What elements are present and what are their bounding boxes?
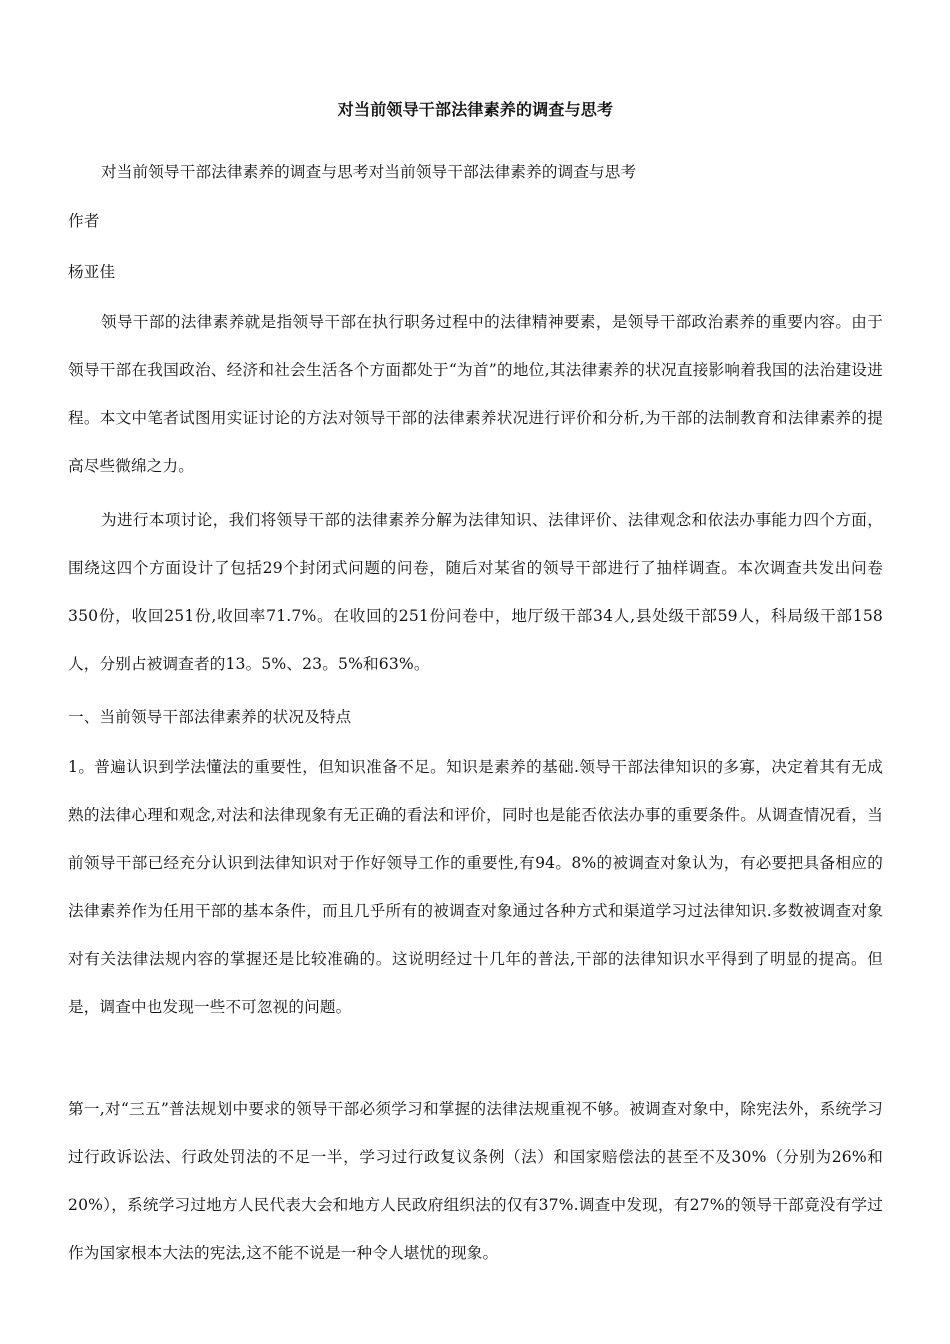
document-title: 对当前领导干部法律素养的调查与思考 — [337, 100, 614, 119]
survey-paragraph: 为进行本项讨论，我们将领导干部的法律素养分解为法律知识、法律评价、法律观念和依法办事能力四个方面，围绕这四个方面设计了包括29个封闭式问题的问卷，随后对某省的领导干部进行了抽样调查。本次调查共发出问卷350份，收回251份,收回率71.7%。在收回的251份问卷中，地厅级干部34人,县处级干部59人，科局级干部158人，分别占被调查者的13。5%、23。5%和63%。 — [68, 511, 883, 673]
finding-item-first: 第一,对“三五”普法规划中要求的领导干部必须学习和掌握的法律法规重视不够。被调查对象中，除宪法外，系统学习过行政诉讼法、行政处罚法的不足一半，学习过行政复议条例（法）和国家赔偿法的甚至不及30%（分别为26%和20%），系统学习过地方人民代表大会和地方人民政府组织法的仅有37%.调查中发现，有27%的领导干部竟没有学过作为国家根本大法的宪法,这不能不说是一种令人堪忧的现象。 — [68, 1100, 883, 1262]
author-name: 杨亚佳 — [68, 263, 116, 281]
finding-item-1: 1。普遍认识到学法懂法的重要性，但知识准备不足。知识是素养的基础.领导干部法律知识的多寡，决定着其有无成熟的法律心理和观念,对法和法律现象有无正确的看法和评价，同时也是能否依法办事的重要条件。从调查情况看，当前领导干部已经充分认识到法律知识对于作好领导工作的重要性,有94。8%的被调查对象认为，有必要把具备相应的法律素养作为任用干部的基本条件，而且几乎所有的被调查对象通过各种方式和渠道学习过法律知识.多数被调查对象对有关法律法规内容的掌握还是比较准确的。这说明经过十几年的普法,干部的法律知识水平得到了明显的提高。但是，调查中也发现一些不可忽视的问题。 — [68, 758, 883, 1016]
section-heading: 一、当前领导干部法律素养的状况及特点 — [68, 708, 352, 726]
document-subtitle: 对当前领导干部法律素养的调查与思考对当前领导干部法律素养的调查与思考 — [101, 163, 637, 181]
intro-paragraph: 领导干部的法律素养就是指领导干部在执行职务过程中的法律精神要素，是领导干部政治素养的重要内容。由于领导干部在我国政治、经济和社会生活各个方面都处于“为首”的地位,其法律素养的状况直接影响着我国的法治建设进程。本文中笔者试图用实证讨论的方法对领导干部的法律素养状况进行评价和分析,为干部的法制教育和法律素养的提高尽些微绵之力。 — [68, 313, 883, 475]
author-label: 作者 — [68, 212, 100, 230]
document-page — [68, 0, 883, 1344]
